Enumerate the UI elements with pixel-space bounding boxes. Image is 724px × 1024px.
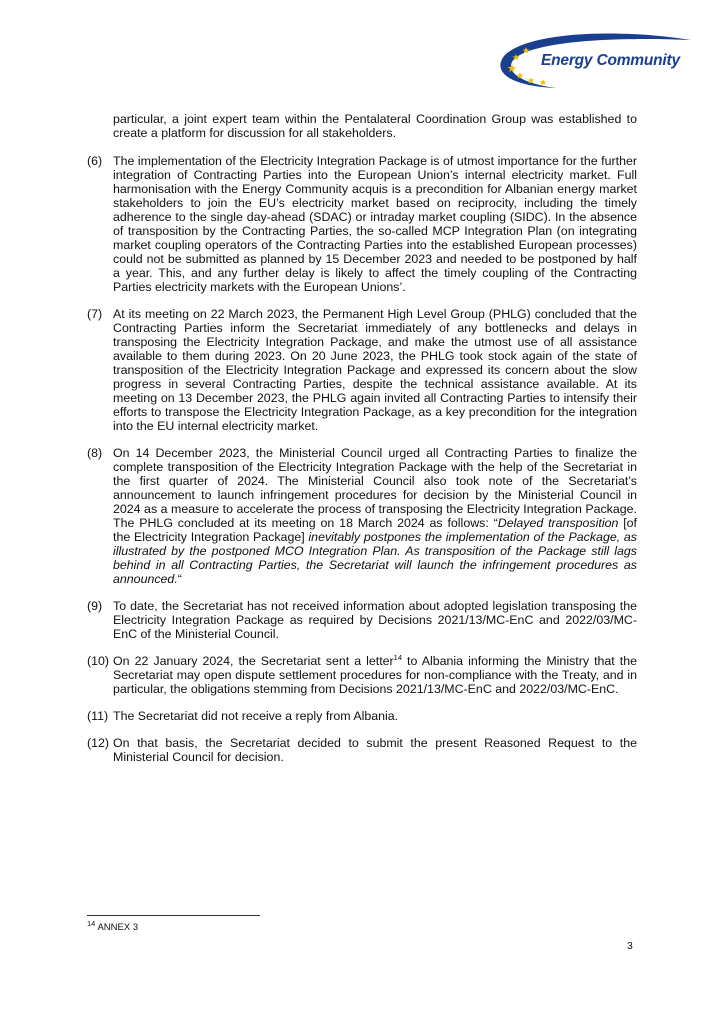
- footnote-reference[interactable]: 14: [393, 652, 403, 662]
- text-segment: On 14 December 2023, the Ministerial Council urged all Contracting Parties to finalize the complete transposition of the Electricity Integration Package with the help of the Secretariat in the first quarter of 2024. The Ministerial Council also took note of the Secretariat’s announcement to launch infringement procedures for decision by the Ministerial Council in 2024 as a measure to accelerate the process of transposing the Electricity Integration Package. The PHLG concluded at its meeting on 18 March 2024 as follows: “: [113, 446, 637, 530]
- numbered-paragraph-11: [87, 709, 637, 723]
- logo-text: Energy Community: [541, 52, 680, 69]
- paragraph-text: The implementation of the Electricity Integration Package is of utmost importance for the further integration of Contracting Parties into the European Union’s internal electricity market. Full harmonisation with the Energy Community acquis is a precondition for Albanian energy market stakeholders to join the EU’s electricity market based on reciprocity, including the timely adherence to the single day-ahead (SDAC) or intraday market coupling (SIDC). In the absence of transposition by the Contracting Parties, the so-called MCP Integration Plan (on integrating market coupling operators of the Contracting Parties into the established European processes) could not be submitted as planned by 15 December 2023 and needed to be postponed by half a year. This, and any further delay is likely to affect the timely coupling of the Contracting Parties electricity markets with the European Unions’.: [113, 154, 637, 294]
- closing-quote: “: [177, 572, 182, 586]
- paragraph-number: (11): [87, 709, 109, 723]
- text-segment: On 22 January 2024, the Secretariat sent a letter: [113, 654, 394, 668]
- numbered-paragraph-6: [87, 154, 637, 294]
- paragraph-number: (7): [87, 307, 103, 321]
- numbered-paragraph-7: [87, 307, 637, 433]
- quote-italic: Delayed transposition: [497, 516, 619, 530]
- paragraph-text: The Secretariat did not receive a reply from Albania.: [113, 709, 399, 723]
- document-body: [87, 112, 637, 777]
- quote-regular: [of the Electricity Integration Package]: [113, 516, 637, 544]
- paragraph-number: (8): [87, 446, 103, 460]
- paragraph-number: (12): [87, 736, 110, 750]
- footnote: [87, 918, 139, 933]
- continued-paragraph: particular, a joint expert team within the Pentalateral Coordination Group was established to create a platform for discussion for all stakeholders.: [113, 112, 637, 140]
- numbered-paragraph-9: [87, 599, 637, 641]
- numbered-paragraph-8: [87, 446, 637, 586]
- footnote-separator: [87, 915, 260, 916]
- numbered-paragraph-10: [87, 654, 637, 696]
- quote-italic: inevitably postpones the implementation of the Package, as illustrated by the postponed MCO Integration Plan. As transposition of the Package still lags behind in all Contracting Parties, the Secretariat will launch the infringement procedures as announced.: [113, 530, 637, 586]
- paragraph-number: (6): [87, 154, 103, 168]
- paragraph-text: At its meeting on 22 March 2023, the Permanent High Level Group (PHLG) concluded that the Contracting Parties inform the Secretariat immediately of any bottlenecks and delays in transposing the Electricity Integration Package, and make the utmost use of all assistance available to them during 2023. On 20 June 2023, the PHLG took stock again of the state of transposition of the Electricity Integration Package and expressed its concern about the slow progress in several Contracting Parties, despite the technical assistance available. At its meeting on 13 December 2023, the PHLG again invited all Contracting Parties to intensify their efforts to transpose the Electricity Integration Package, as a key precondition for the integration into the EU internal electricity market.: [113, 307, 637, 433]
- paragraph-number: (10): [87, 654, 110, 668]
- footnote-number: 14: [87, 918, 96, 928]
- numbered-paragraph-12: [87, 736, 637, 764]
- paragraph-text: To date, the Secretariat has not received information about adopted legislation transposing the Electricity Integration Package as required by Decisions 2021/13/MC-EnC and 2022/03/MC-EnC of the Ministerial Council.: [113, 599, 637, 641]
- paragraph-text: On that basis, the Secretariat decided to submit the present Reasoned Request to the Ministerial Council for decision.: [113, 736, 637, 764]
- footnote-text: ANNEX 3: [95, 922, 139, 933]
- paragraph-text: [113, 446, 637, 586]
- text-segment: to Albania informing the Ministry that the Secretariat may open dispute settlement procedures for non-compliance with the Treaty, and in particular, the obligations stemming from Decisions 2021/13/MC-EnC and 2022/03/MC-EnC.: [113, 654, 637, 696]
- paragraph-text: [113, 654, 637, 696]
- energy-community-logo: [496, 30, 696, 92]
- page-number: 3: [627, 940, 633, 952]
- paragraph-number: (9): [87, 599, 103, 613]
